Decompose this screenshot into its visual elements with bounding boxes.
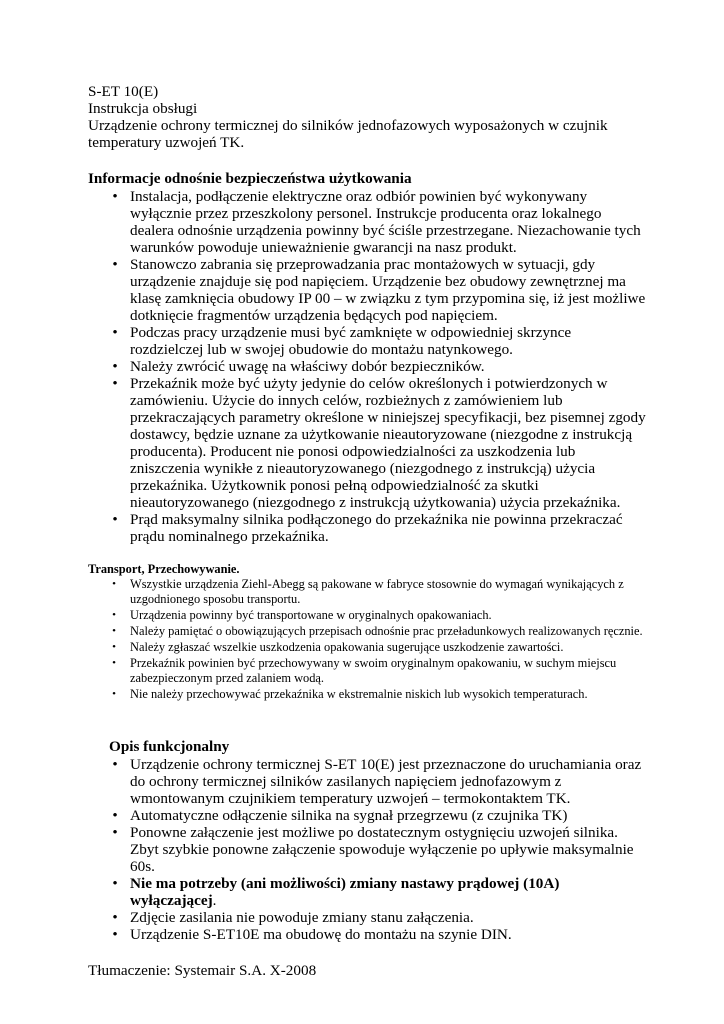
bullet-icon: • (112, 188, 118, 205)
safety-heading: Informacje odnośnie bezpieczeństwa użytkowania (88, 170, 412, 187)
list-item (88, 656, 648, 685)
bullet-icon: • (112, 578, 116, 590)
list-item-suffix: . (212, 892, 217, 909)
document-type: Instrukcja obsługi (88, 100, 198, 117)
list-item-text: Ponowne załączenie jest możliwe po dostatecznym ostygnięciu uzwojeń silnika. Zbyt szybkie ponowne załączenie spowoduje wyłączenie po upływie maksymalnie 60s. (130, 824, 634, 875)
list-item-text: Podczas pracy urządzenie musi być zamknięte w odpowiedniej skrzynce rozdzielczej lub w swojej obudowie do montażu natynkowego. (130, 324, 572, 358)
bullet-icon: • (112, 511, 118, 528)
list-item (88, 756, 648, 807)
list-item-text: Prąd maksymalny silnika podłączonego do przekaźnika nie powinna przekraczać prądu nominalnego przekaźnika. (130, 511, 623, 545)
bullet-icon: • (112, 256, 118, 273)
bullet-icon: • (112, 657, 116, 670)
bullet-icon: • (112, 641, 116, 654)
list-item-text: Wszystkie urządzenia Ziehl-Abegg są pakowane w fabryce stosownie do wymagań wynikających z uzgodnionego sposobu transportu. (130, 577, 624, 606)
transport-heading: Transport, Przechowywanie. (88, 562, 240, 576)
list-item (88, 375, 648, 511)
bullet-icon: • (112, 909, 118, 926)
list-item (88, 807, 648, 824)
list-item (88, 358, 648, 375)
list-item (88, 926, 648, 943)
bullet-icon: • (112, 807, 118, 824)
list-item (88, 577, 648, 606)
list-item-text: Należy zwrócić uwagę na właściwy dobór bezpieczników. (130, 358, 485, 375)
list-item-text: Instalacja, podłączenie elektryczne oraz odbiór powinien być wykonywany wyłącznie przez przeszkolony personel. Instrukcje producenta oraz lokalnego dealera odnośnie urządzenia powinny być ściśle przestrzegane. Niezachowanie tych warunków powoduje unieważnienie gwarancji na nasz produkt. (130, 188, 641, 256)
list-item (88, 608, 648, 623)
bullet-icon: • (112, 375, 118, 392)
list-item-text: Nie należy przechowywać przekaźnika w ekstremalnie niskich lub wysokich temperaturach. (130, 687, 588, 702)
bullet-icon: • (112, 875, 118, 892)
list-item (88, 256, 648, 324)
product-code: S-ET 10(E) (88, 83, 159, 100)
list-item-text: Należy pamiętać o obowiązujących przepisach odnośnie prac przeładunkowych realizowanych ręcznie. (130, 623, 643, 638)
bullet-icon: • (112, 756, 118, 773)
bullet-icon: • (112, 624, 116, 637)
translation-credit: Tłumaczenie: Systemair S.A. X-2008 (88, 962, 317, 979)
list-item-text: Zdjęcie zasilania nie powoduje zmiany stanu załączenia. (130, 909, 474, 926)
document-subtitle: Urządzenie ochrony termicznej do silników jednofazowych wyposażonych w czujnik temperatury uzwojeń TK. (88, 117, 608, 151)
list-item (88, 875, 648, 909)
list-item-text: Przekaźnik może być użyty jedynie do celów określonych i potwierdzonych w zamówieniu. Użycie do innych celów, rozbieżnych z zamówieniem lub przekraczających parametry określone w niniejszej specyfikacji, bez pisemnej zgody dostawcy, będzie uznane za użytkowanie nieautoryzowane (niezgodne z instrukcją producenta). Producent nie ponosi odpowiedzialności za uszkodzenia lub zniszczenia wynikłe z nieautoryzowanego (niezgodnego z instrukcją) użycia przekaźnika. Użytkownik ponosi pełną odpowiedzialność za skutki nieautoryzowanego (niezgodnego z instrukcją użytkowania) użycia przekaźnika. (130, 375, 646, 511)
function-section (88, 738, 648, 943)
list-item-text: Stanowczo zabrania się przeprowadzania prac montażowych w sytuacji, gdy urządzenie znajduje się pod napięciem. Urządzenie bez obudowy zewnętrznej ma klasę zamknięcia obudowy IP 00 – w związku z tym przypomina się, iż jest możliwe dotknięcie fragmentów urządzenia będących pod napięciem. (130, 256, 646, 324)
list-item (88, 909, 648, 926)
list-item-text: Automatyczne odłączenie silnika na sygnał przegrzewu (z czujnika TK) (130, 807, 568, 824)
list-item-text: Urządzenie S-ET10E ma obudowę do montażu na szynie DIN. (130, 926, 512, 943)
safety-list (88, 188, 648, 545)
list-item-text: Przekaźnik powinien być przechowywany w swoim oryginalnym opakowaniu, w suchym miejscu zabezpieczonym przed zalaniem wodą. (130, 656, 617, 685)
bullet-icon: • (112, 926, 118, 943)
bullet-icon: • (112, 324, 118, 341)
bullet-icon: • (112, 824, 118, 841)
list-item (88, 324, 648, 358)
list-item (88, 624, 648, 639)
list-item-text: Nie ma potrzeby (ani możliwości) zmiany nastawy prądowej (10A) wyłączającej (130, 875, 560, 909)
list-item (88, 511, 648, 545)
function-list (88, 756, 648, 943)
document-header (88, 83, 648, 151)
list-item-text: Należy zgłaszać wszelkie uszkodzenia opakowania sugerujące uszkodzenie zawartości. (130, 640, 564, 655)
bullet-icon: • (112, 608, 116, 621)
transport-section (88, 562, 648, 703)
list-item (88, 188, 648, 256)
list-item-text: Urządzenie ochrony termicznej S-ET 10(E) jest przeznaczone do uruchamiania oraz do ochrony termicznej silników zasilanych napięciem jednofazowym z wmontowanym czujnikiem temperatury uzwojeń – termokontaktem TK. (130, 756, 642, 807)
list-item (88, 640, 648, 655)
bullet-icon: • (112, 358, 118, 375)
transport-list (88, 577, 648, 702)
function-heading: Opis funkcjonalny (109, 738, 230, 755)
list-item (88, 687, 648, 702)
safety-section (88, 170, 648, 545)
document-footer (88, 962, 648, 979)
list-item (88, 824, 648, 875)
bullet-icon: • (112, 688, 116, 701)
list-item-text: Urządzenia powinny być transportowane w oryginalnych opakowaniach. (130, 607, 492, 622)
